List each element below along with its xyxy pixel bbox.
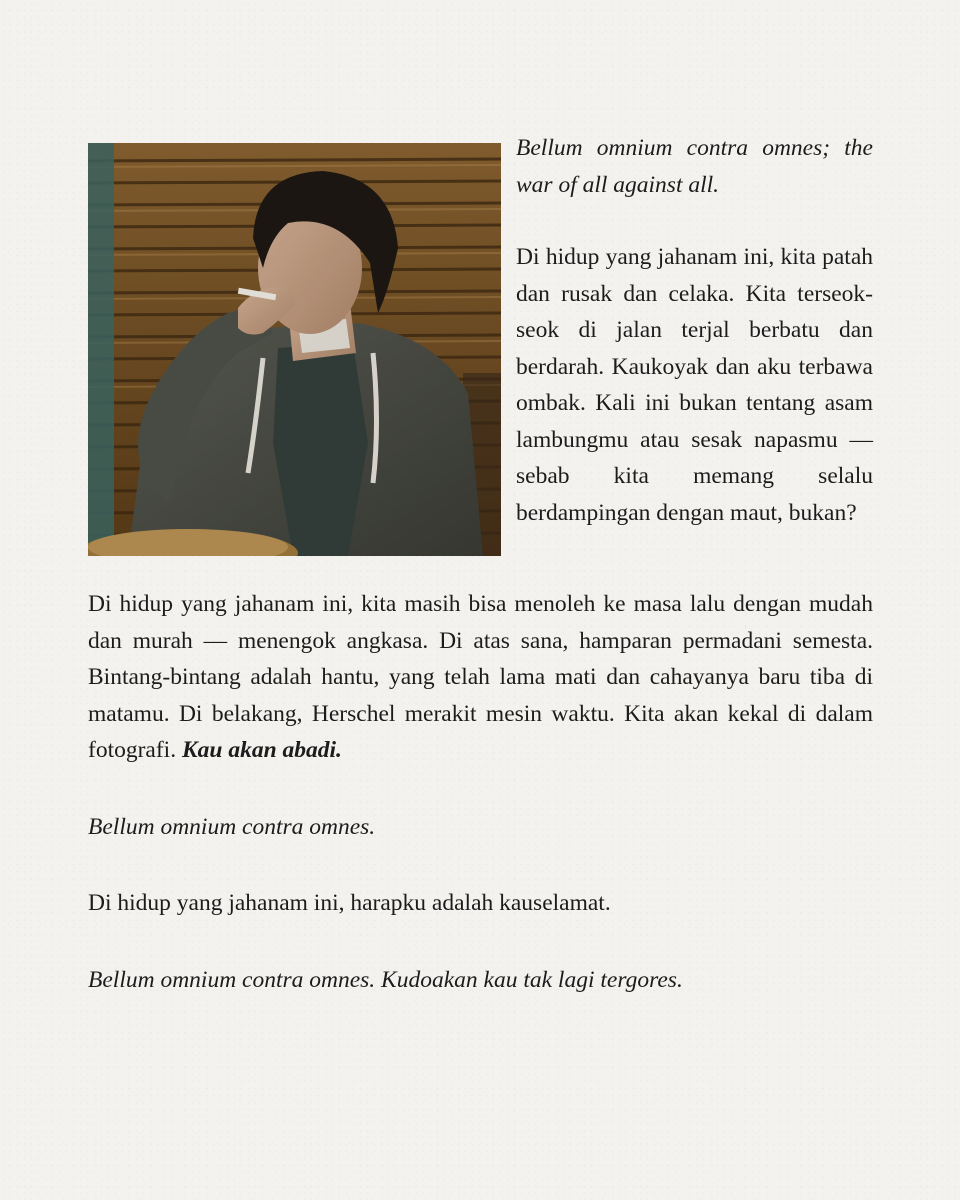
document-page <box>88 130 873 998</box>
paragraph-four: Bellum omnium contra omnes. <box>88 813 376 840</box>
paragraph-three-text: Di hidup yang jahanam ini, kita masih bisa menoleh ke masa lalu dengan mudah dan murah — menengok angkasa. Di atas sana, hamparan permadani semesta. Bintang-bintang adalah hantu, yang telah lama mati dan cahayanya baru tiba di matamu. Di belakang, Herschel merakit mesin waktu. Kita akan kekal di dalam fotografi. <box>88 591 873 763</box>
paragraph-gap <box>88 845 873 885</box>
paragraph-gap <box>88 922 873 962</box>
paragraph-gap <box>88 769 873 809</box>
paragraph-three <box>88 586 873 769</box>
paragraph-three-emphasis: Kau akan abadi. <box>181 737 342 763</box>
side-text-column <box>516 130 873 531</box>
photo-illustration <box>88 143 501 556</box>
photo-young-man-smoking-icon <box>88 143 501 556</box>
top-section <box>88 130 873 556</box>
paragraph-gap <box>516 203 873 239</box>
paragraph-five: Di hidup yang jahanam ini, harapku adalah kauselamat. <box>88 890 611 916</box>
opening-quote: Bellum omnium contra omnes; the war of all against all. <box>516 135 873 198</box>
paragraph-two: Di hidup yang jahanam ini, kita patah dan rusak dan celaka. Kita terseok-seok di jalan terjal berbatu dan berdarah. Kaukoyak dan aku terbawa ombak. Kali ini bukan tentang asam lambungmu atau sesak napasmu — sebab kita memang selalu berdampingan dengan maut, bukan? <box>516 244 873 526</box>
body-text-section <box>88 586 873 998</box>
paragraph-six: Bellum omnium contra omnes. Kudoakan kau tak lagi tergores. <box>88 966 683 993</box>
